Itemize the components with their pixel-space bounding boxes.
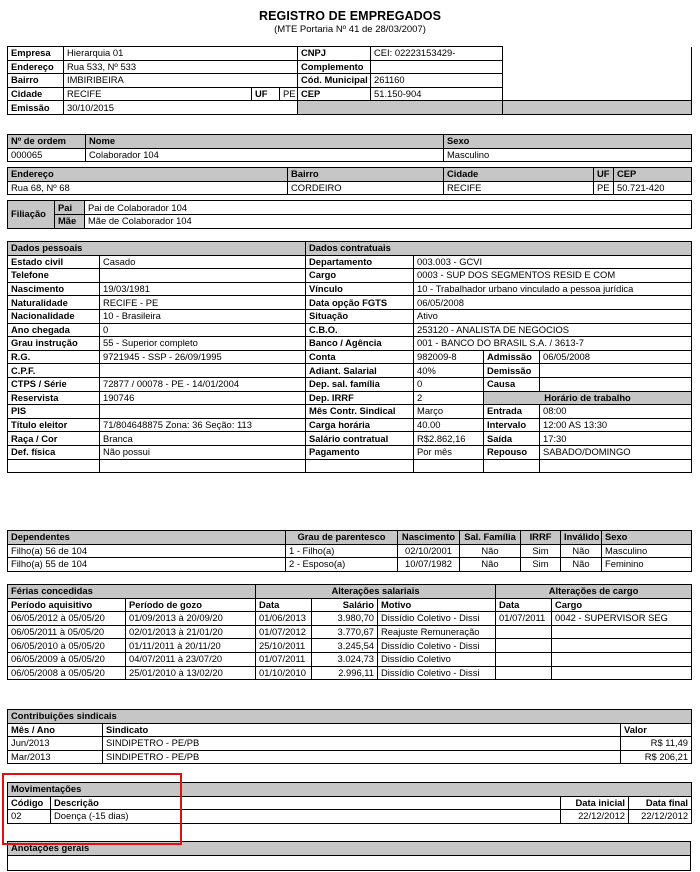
ferias-row <box>8 652 692 666</box>
pessoal-value <box>100 405 306 419</box>
contratual-label: Dep. sal. família <box>306 377 414 391</box>
contratual-label: Entrada <box>484 405 540 419</box>
pessoal-label: C.P.F. <box>8 364 100 378</box>
value-func-uf: PE <box>594 181 614 195</box>
ferias-gozo: 01/11/2011 à 20/11/20 <box>126 639 256 653</box>
label-endereco: Endereço <box>8 60 64 74</box>
value-endereco: Rua 533, Nº 533 <box>64 60 298 74</box>
value-func-endereco: Rua 68, Nº 68 <box>8 181 288 195</box>
ferias-sal: 3.770,67 <box>312 625 378 639</box>
pessoal-label: Telefone <box>8 269 100 283</box>
ferias-cargo <box>552 666 692 680</box>
contratual-value: 40.00 <box>414 418 484 432</box>
dados-row <box>8 337 692 351</box>
mov-header <box>8 783 692 797</box>
label-cnpj: CNPJ <box>298 47 371 61</box>
dependente-nome: Filho(a) 55 de 104 <box>8 558 286 572</box>
pessoal-label: Nascimento <box>8 282 100 296</box>
ferias-data: 01/07/2012 <box>256 625 312 639</box>
dependente-inv: Não <box>561 544 602 558</box>
contratual-label: Saída <box>484 432 540 446</box>
label-func-endereco: Endereço <box>8 168 288 182</box>
movimentacoes-section <box>7 782 691 824</box>
label-cep: CEP <box>298 87 371 101</box>
ferias-subheader <box>8 598 692 612</box>
contratual-label: Demissão <box>484 364 540 378</box>
header-anotacoes: Anotações gerais <box>8 842 691 856</box>
ferias-mot: Dissídio Coletivo <box>378 652 496 666</box>
contratual-label: C.B.O. <box>306 323 414 337</box>
dependentes-col-header: Inválido <box>561 531 602 545</box>
contratual-label: Carga horária <box>306 418 414 432</box>
dependente-sal: Não <box>460 558 521 572</box>
cidade-row <box>8 87 692 101</box>
endereco-row <box>8 60 692 74</box>
ferias-aq: 06/05/2008 à 05/05/20 <box>8 666 126 680</box>
dados-row <box>8 255 692 269</box>
dependentes-section <box>7 530 691 572</box>
contratual-label: Admissão <box>484 350 540 364</box>
contratual-label: Repouso <box>484 445 540 459</box>
sindicais-section <box>7 709 691 764</box>
ferias-aq: 06/05/2009 à 05/05/20 <box>8 652 126 666</box>
header-dados-contratuais: Dados contratuais <box>306 242 692 256</box>
contratual-value: 06/05/2008 <box>540 350 692 364</box>
dependente-irrf: Sim <box>521 558 561 572</box>
dependentes-col-header: Nascimento <box>398 531 460 545</box>
mov-desc: Doença (-15 dias) <box>51 810 561 824</box>
contratual-label: Causa <box>484 377 540 391</box>
emissao-row <box>8 101 692 115</box>
contratual-label: Dep. IRRF <box>306 391 414 405</box>
empresa-row <box>8 47 692 61</box>
ferias-col-header: Período de gozo <box>126 598 256 612</box>
pessoal-value: 72877 / 00078 - PE - 14/01/2004 <box>100 377 306 391</box>
pessoal-label: CTPS / Série <box>8 377 100 391</box>
dependente-grau: 2 - Esposo(a) <box>286 558 398 572</box>
contratual-value: 003.003 - GCVI <box>414 255 692 269</box>
value-emissao: 30/10/2015 <box>64 101 298 115</box>
sind-valor: R$ 206,21 <box>621 750 692 764</box>
pessoal-value <box>100 364 306 378</box>
dados-row <box>8 445 692 459</box>
contratual-value: 982009-8 <box>414 350 484 364</box>
bairro-row <box>8 74 692 88</box>
value-sexo: Masculino <box>444 148 692 162</box>
sind-row <box>8 750 692 764</box>
label-nome: Nome <box>86 135 444 149</box>
value-cei: CEI: 02223153429- <box>371 47 503 61</box>
pessoal-label: Nacionalidade <box>8 309 100 323</box>
ferias-sal: 2.996,11 <box>312 666 378 680</box>
ferias-col-header: Data <box>256 598 312 612</box>
dependente-row <box>8 558 692 572</box>
pessoal-value: 19/03/1981 <box>100 282 306 296</box>
dados-row <box>8 309 692 323</box>
dados-row <box>8 364 692 378</box>
pessoal-label: Naturalidade <box>8 296 100 310</box>
mov-col-header: Descrição <box>51 796 561 810</box>
ferias-sal: 3.245,54 <box>312 639 378 653</box>
pessoal-label <box>8 459 100 473</box>
mov-cod: 02 <box>8 810 51 824</box>
value-bairro: IMBIRIBEIRA <box>64 74 298 88</box>
dados-row <box>8 296 692 310</box>
ferias-gozo: 01/09/2013 à 20/09/20 <box>126 612 256 626</box>
dados-row <box>8 405 692 419</box>
ferias-row <box>8 666 692 680</box>
sind-header <box>8 710 692 724</box>
contratual-value <box>540 364 692 378</box>
dependentes-col-header: Grau de parentesco <box>286 531 398 545</box>
value-mae: Mãe de Colaborador 104 <box>85 214 692 228</box>
contratual-value: 001 - BANCO DO BRASIL S.A. / 3613-7 <box>414 337 692 351</box>
label-mae: Mãe <box>55 214 85 228</box>
dependente-grau: 1 - Filho(a) <box>286 544 398 558</box>
mov-fim: 22/12/2012 <box>629 810 692 824</box>
sind-col-valor: Valor <box>621 723 692 737</box>
dependente-nasc: 10/07/1982 <box>398 558 460 572</box>
contratual-value: 253120 - ANALISTA DE NEGOCIOS <box>414 323 692 337</box>
value-cod-municipal: 261160 <box>371 74 503 88</box>
contratual-value: 06/05/2008 <box>414 296 692 310</box>
dependente-nasc: 02/10/2001 <box>398 544 460 558</box>
contratual-label: Intervalo <box>484 418 540 432</box>
value-func-bairro: CORDEIRO <box>288 181 444 195</box>
dados-row <box>8 418 692 432</box>
label-empresa: Empresa <box>8 47 64 61</box>
label-func-uf: UF <box>594 168 614 182</box>
ferias-aq: 06/05/2010 à 05/05/20 <box>8 639 126 653</box>
contratual-value: 2 <box>414 391 484 405</box>
sind-mes: Jun/2013 <box>8 737 103 751</box>
mov-col-header: Data inicial <box>561 796 629 810</box>
value-nome: Colaborador 104 <box>86 148 444 162</box>
pessoal-value: Branca <box>100 432 306 446</box>
value-empresa: Hierarquia 01 <box>64 47 298 61</box>
mov-subheader <box>8 796 692 810</box>
pessoal-value: 190746 <box>100 391 306 405</box>
mov-row <box>8 810 692 824</box>
contratual-value <box>540 377 692 391</box>
label-uf: UF <box>252 87 280 101</box>
sind-col-mes: Mês / Ano <box>8 723 103 737</box>
contratual-label: Cargo <box>306 269 414 283</box>
ferias-data: 25/10/2011 <box>256 639 312 653</box>
label-ordem: Nº de ordem <box>8 135 86 149</box>
contratual-label: Pagamento <box>306 445 414 459</box>
pessoal-label: Ano chegada <box>8 323 100 337</box>
pessoal-value: 10 - Brasileira <box>100 309 306 323</box>
ferias-cargo <box>552 639 692 653</box>
value-func-cidade: RECIFE <box>444 181 594 195</box>
pessoal-value <box>100 269 306 283</box>
sind-sindicato: SINDIPETRO - PE/PB <box>103 737 621 751</box>
contratual-value: 0003 - SUP DOS SEGMENTOS RESID E COM <box>414 269 692 283</box>
contratual-label: Adiant. Salarial <box>306 364 414 378</box>
funcionario-section <box>7 134 691 229</box>
label-pai: Pai <box>55 201 85 215</box>
ferias-d2 <box>496 639 552 653</box>
ferias-col-header: Data <box>496 598 552 612</box>
pessoal-value: Não possui <box>100 445 306 459</box>
anotacoes-section <box>7 841 691 871</box>
ferias-cargo <box>552 652 692 666</box>
contratual-value: 12:00 AS 13:30 <box>540 418 692 432</box>
empresa-section <box>7 46 691 115</box>
dependentes-col-header: IRRF <box>521 531 561 545</box>
ferias-d2: 01/07/2011 <box>496 612 552 626</box>
contratual-value: SABADO/DOMINGO <box>540 445 692 459</box>
ferias-gozo: 04/07/2011 à 23/07/20 <box>126 652 256 666</box>
sind-row <box>8 737 692 751</box>
mov-col-header: Data final <box>629 796 692 810</box>
ferias-aq: 06/05/2011 à 05/05/20 <box>8 625 126 639</box>
contratual-value: Ativo <box>414 309 692 323</box>
dados-row <box>8 432 692 446</box>
pessoal-label: R.G. <box>8 350 100 364</box>
contratual-value: 17:30 <box>540 432 692 446</box>
document-title: REGISTRO DE EMPREGADOS <box>258 9 442 23</box>
pessoal-label: Grau instrução <box>8 337 100 351</box>
contratual-label: Salário contratual <box>306 432 414 446</box>
ferias-gozo: 02/01/2013 à 21/01/20 <box>126 625 256 639</box>
dependente-irrf: Sim <box>521 544 561 558</box>
ferias-mot: Dissídio Coletivo - Dissi <box>378 639 496 653</box>
pessoal-label: Estado civil <box>8 255 100 269</box>
label-func-cep: CEP <box>614 168 692 182</box>
dados-row <box>8 377 692 391</box>
dependente-nome: Filho(a) 56 de 104 <box>8 544 286 558</box>
sind-col-sindicato: Sindicato <box>103 723 621 737</box>
contratual-value: 40% <box>414 364 484 378</box>
dependente-sexo: Feminino <box>602 558 692 572</box>
dependentes-header <box>8 531 692 545</box>
contratual-label: Mês Contr. Sindical <box>306 405 414 419</box>
ferias-col-header: Motivo <box>378 598 496 612</box>
value-uf: PE <box>280 87 298 101</box>
ferias-header <box>8 585 692 599</box>
ferias-col-header: Período aquisitivo <box>8 598 126 612</box>
header-ferias: Férias concedidas <box>8 585 256 599</box>
ferias-sal: 3.024,73 <box>312 652 378 666</box>
dependente-sexo: Masculino <box>602 544 692 558</box>
label-complemento: Complemento <box>298 60 371 74</box>
contratual-label: Departamento <box>306 255 414 269</box>
sind-subheader <box>8 723 692 737</box>
label-func-bairro: Bairro <box>288 168 444 182</box>
label-bairro: Bairro <box>8 74 64 88</box>
ferias-d2 <box>496 625 552 639</box>
label-func-cidade: Cidade <box>444 168 594 182</box>
ferias-col-header: Cargo <box>552 598 692 612</box>
dados-row <box>8 459 692 473</box>
pessoal-label: Def. física <box>8 445 100 459</box>
pessoal-label: Reservista <box>8 391 100 405</box>
contratual-value: 10 - Trabalhador urbano vinculado a pessoa jurídica <box>414 282 692 296</box>
mov-col-header: Código <box>8 796 51 810</box>
pessoal-value: 0 <box>100 323 306 337</box>
value-func-cep: 50.721-420 <box>614 181 692 195</box>
header-alt-salariais: Alterações salariais <box>256 585 496 599</box>
header-sindicais: Contribuições sindicais <box>8 710 692 724</box>
header-movimentacoes: Movimentações <box>8 783 692 797</box>
ferias-mot: Reajuste Remuneração <box>378 625 496 639</box>
pessoal-label: PIS <box>8 405 100 419</box>
ferias-cargo: 0042 - SUPERVISOR SEG <box>552 612 692 626</box>
pessoal-label: Raça / Cor <box>8 432 100 446</box>
value-cidade: RECIFE <box>64 87 252 101</box>
value-ordem: 000065 <box>8 148 86 162</box>
contratual-value: Março <box>414 405 484 419</box>
dependente-sal: Não <box>460 544 521 558</box>
ferias-gozo: 25/01/2010 à 13/02/20 <box>126 666 256 680</box>
header-alt-cargo: Alterações de cargo <box>496 585 692 599</box>
dependentes-col-header: Sal. Família <box>460 531 521 545</box>
dependente-inv: Não <box>561 558 602 572</box>
ferias-col-header: Salário <box>312 598 378 612</box>
sind-valor: R$ 11,49 <box>621 737 692 751</box>
contratual-label: Banco / Agência <box>306 337 414 351</box>
contratual-label: Vínculo <box>306 282 414 296</box>
ferias-data: 01/06/2013 <box>256 612 312 626</box>
pessoal-value: 9721945 - SSP - 26/09/1995 <box>100 350 306 364</box>
pessoal-value: 55 - Superior completo <box>100 337 306 351</box>
ferias-data: 01/07/2011 <box>256 652 312 666</box>
ferias-d2 <box>496 666 552 680</box>
dados-section <box>7 241 691 473</box>
ferias-mot: Dissídio Coletivo - Dissi <box>378 666 496 680</box>
sind-sindicato: SINDIPETRO - PE/PB <box>103 750 621 764</box>
dados-row <box>8 350 692 364</box>
dependentes-col-header: Sexo <box>602 531 692 545</box>
ferias-cargo <box>552 625 692 639</box>
dados-row <box>8 323 692 337</box>
dados-row <box>8 269 692 283</box>
contratual-value: 0 <box>414 377 484 391</box>
label-cidade: Cidade <box>8 87 64 101</box>
mov-ini: 22/12/2012 <box>561 810 629 824</box>
horario-header: Horário de trabalho <box>484 391 692 405</box>
sind-mes: Mar/2013 <box>8 750 103 764</box>
ferias-row <box>8 625 692 639</box>
document-subtitle: (MTE Portaria Nº 41 de 28/03/2007) <box>274 24 426 35</box>
contratual-value: 08:00 <box>540 405 692 419</box>
ferias-section <box>7 584 691 680</box>
ferias-d2 <box>496 652 552 666</box>
contratual-label: Data opção FGTS <box>306 296 414 310</box>
contratual-value: Por mês <box>414 445 484 459</box>
contratual-label: Situação <box>306 309 414 323</box>
pessoal-value: Casado <box>100 255 306 269</box>
pessoal-value: 71/804648875 Zona: 36 Seção: 113 <box>100 418 306 432</box>
value-cep: 51.150-904 <box>371 87 503 101</box>
label-cod-municipal: Cód. Municipal <box>298 74 371 88</box>
document-title-block <box>0 9 700 35</box>
dependente-row <box>8 544 692 558</box>
value-pai: Pai de Colaborador 104 <box>85 201 692 215</box>
pessoal-value: RECIFE - PE <box>100 296 306 310</box>
dados-row <box>8 282 692 296</box>
contratual-value: R$2.862,16 <box>414 432 484 446</box>
ferias-row <box>8 639 692 653</box>
ferias-row <box>8 612 692 626</box>
pessoal-label: Título eleitor <box>8 418 100 432</box>
label-sexo: Sexo <box>444 135 692 149</box>
header-dados-pessoais: Dados pessoais <box>8 242 306 256</box>
pessoal-value <box>100 459 306 473</box>
dados-row <box>8 391 692 405</box>
contratual-label: Conta <box>306 350 414 364</box>
label-filiacao: Filiação <box>8 201 55 228</box>
ferias-data: 01/10/2010 <box>256 666 312 680</box>
ferias-sal: 3.980,70 <box>312 612 378 626</box>
ferias-mot: Dissídio Coletivo - Dissi <box>378 612 496 626</box>
ferias-aq: 06/05/2012 à 05/05/20 <box>8 612 126 626</box>
label-emissao: Emissão <box>8 101 64 115</box>
dependentes-col-header: Dependentes <box>8 531 286 545</box>
